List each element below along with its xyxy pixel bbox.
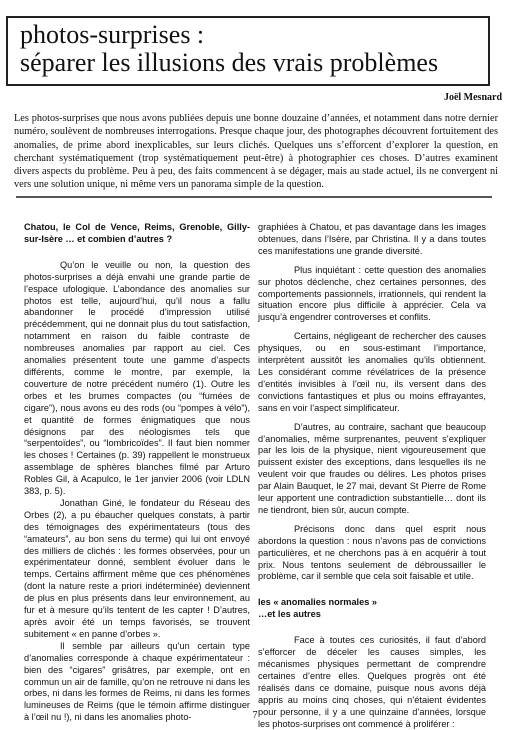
body-paragraph: D’autres, au contraire, sachant que beaucoup d’anomalies, même surprenantes, peuvent s’expliquer par les lois de la physique, nient vigoureusement que puissent exister des exceptions, dans lesquelles ils ne veulent voir que fraudes ou délires. Les photos prises par Alain Bauquet, le 27 mai, devant St Pierre de Rome leur apportent une contradiction substantielle… dont ils ne tiendront, bien sûr, aucun compte. xyxy=(258,421,486,515)
intro-paragraph: Les photos-surprises que nous avons publiées depuis une bonne douzaine d’années, et notamment dans notre dernier numéro, soulèvent de nombreuses interrogations. Presque chaque jour, des photographes découvrent fortuitement des anomalies, de prime abord inexplicables, sur leurs clichés. Quelques uns s’efforcent d’explorer la question, en cherchant systématiquement (trop systématiquement peut-être) à photographier ces choses. D’autres examinent divers aspects du problème. Peu à peu, des faits commencent à se dégager, mais au stade actuel, ils ne convergent ni vers une solution unique, ni même vers un panorama simple de la question. xyxy=(14,113,498,191)
body-paragraph: Face à toutes ces curiosités, il faut d’abord s’efforcer de déceler les causes simples, les mécanismes physiques permettant de comprendre certaines d’entre elles. Quelques progrès ont été réalisés dans ce domaine, puisque nous avons déjà appris au moins cinq choses, qui n’étaient évidentes pour personne, il y a une quinzaine d’années, lorsque les photos-surprises ont commencé à proliférer : xyxy=(258,635,486,729)
section-divider xyxy=(16,196,492,198)
author-name: Joël Mesnard xyxy=(443,92,502,103)
page-number: 7 xyxy=(252,710,258,721)
section-heading-anomalies: les « anomalies normales » xyxy=(258,597,377,608)
section-subheading-others: …et les autres xyxy=(258,609,321,620)
article-title-line-2: séparer les illusions des vrais problèmes xyxy=(20,48,439,77)
body-paragraph: Qu’on le veuille ou non, la question des photos-surprises a déjà envahi une grande partie de l’espace ufologique. L’abondance des anomalies sur photos est telle, aujourd’hui, qu’il nous a fallu abandonner le procédé d’impression utilisé précédemment, qui ne donnait plus du tout satisfaction, notamment en raison du faible contraste de nombreuses anomalies par rapport au ciel. Ces anomalies présentent toute une gamme d’aspects différents, comme le montre, par exemple, la couverture de notre précédent numéro (1). Outre les orbes et les brumes compactes (ou “fumées de cigare”), nous avons eu des rods (ou “pompes à vélo”), et quantité de formes énigmatiques que nous désignons par des néologismes tels que “serpentoïdes”, ou “lombricoïdes”. Il faut bien nommer les choses ! Certaines (p. 39) rappellent le monstrueux assemblage de sphères blanches filmé par Arturo Robles Gil, à Acapulco, le 1er janvier 2006 (voir LDLN 383, p. 5). xyxy=(24,259,250,497)
left-column xyxy=(24,222,250,724)
body-paragraph: Certains, négligeant de rechercher des causes physiques, ou en sous-estimant l’importance, interprètent aussitôt les anomalies qu’ils obtiennent. Les considérant comme révélatrices de la présence d’entités invisibles à l’œil nu, ils versent dans des convictions fantastiques et plus ou moins effrayantes, sans en voir l’aspect simplificateur. xyxy=(258,331,486,413)
article-title-line-1: photos-surprises : xyxy=(20,20,205,49)
body-paragraph: Plus inquiétant : cette question des anomalies sur photos déclenche, chez certaines personnes, des comportements passionnels, irrationnels, qui rendent la situation encore plus difficile à apprécier. Cela va jusqu’à engendrer controverses et conflits. xyxy=(258,264,486,323)
body-paragraph: Précisons donc dans quel esprit nous abordons la question : nous n’avons pas de convictions particulières, et ne cherchons pas à en acquérir à tout prix. Nous tentons seulement de débroussailler le problème, car il semble que cela soit faisable et utile. xyxy=(258,523,486,582)
body-paragraph: graphiées à Chatou, et pas davantage dans les images obtenues, dans l’Isère, par Christina. Il y a dans toutes ces manifestations une grande diversité. xyxy=(258,222,486,256)
section-heading-places: Chatou, le Col de Vence, Reims, Grenoble, Gilly-sur-Isère … et combien d’autres ? xyxy=(24,222,250,244)
right-column xyxy=(258,222,486,730)
body-paragraph: Jonathan Giné, le fondateur du Réseau des Orbes (2), a pu ébaucher quelques constats, à partir des témoignages des expérimentateurs (tous des “amateurs”, au bon sens du terme) qui lui ont envoyé des milliers de clichés : les formes observées, pour un expérimentateur donné, semblent évoluer dans le temps. Certains affirment même que ces phénomènes (dont la nature reste a priori indéterminée) deviennent de plus en plus présents dans leur environnement, au fur et à mesure qu’ils tentent de les capter ! D’autres, après avoir été un temps favorisés, se trouvent subitement « en panne d’orbes ». xyxy=(24,497,250,639)
title-box xyxy=(6,16,490,86)
body-paragraph: Il semble par ailleurs qu’un certain type d’anomalies corresponde à chaque expérimentateur : bien des “cigares” grisâtres, par exemple, ont en commun un air de famille, qu’on ne retrouve ni dans les orbes, ni dans les formes de Reims, ni dans les formes lumineuses de Reims (que le témoin affirme distinguer à l’œil nu !), ni dans les anomalies photo- xyxy=(24,640,250,723)
